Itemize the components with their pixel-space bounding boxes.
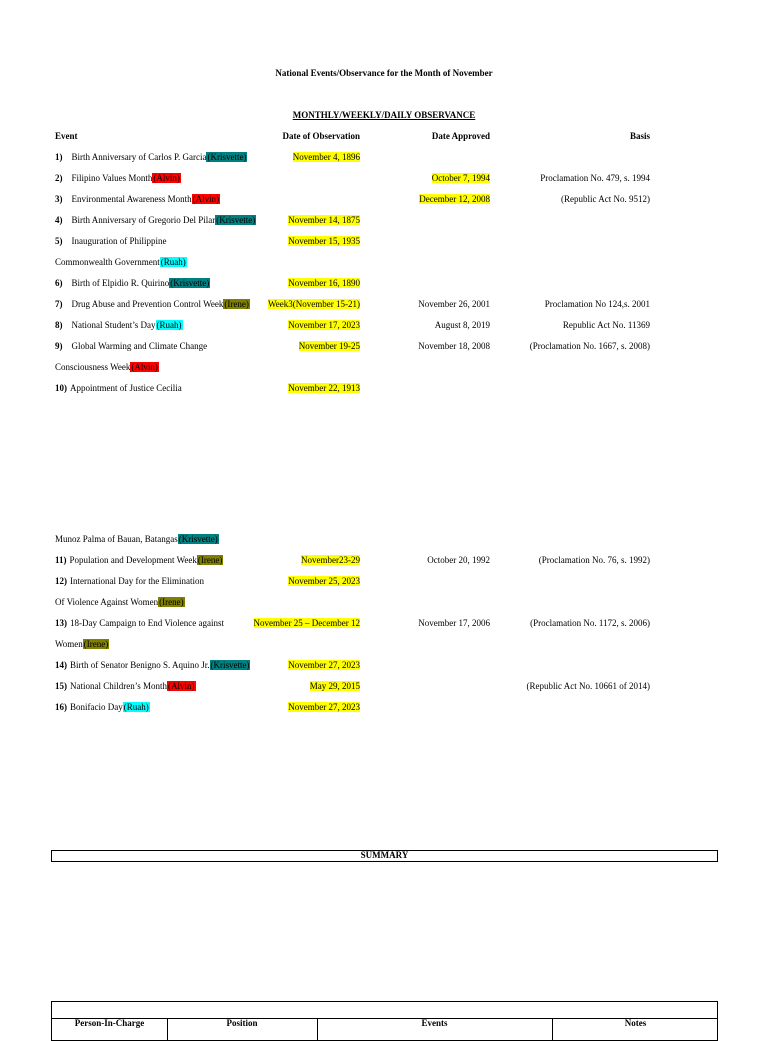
observation-date: November 15, 1935 — [288, 236, 360, 246]
event-number: 16) — [55, 702, 67, 712]
event-name: Drug Abuse and Prevention Control Week — [71, 299, 224, 309]
section-subtitle: MONTHLY/WEEKLY/DAILY OBSERVANCE — [292, 110, 476, 120]
approved-date: December 12, 2008 — [419, 194, 490, 204]
observation-date: November 16, 1890 — [288, 278, 360, 288]
approved-date: November 26, 2001 — [418, 299, 490, 309]
event-number: 4) — [55, 215, 63, 225]
event-cell — [55, 702, 150, 712]
event-name: Of Violence Against Women — [55, 597, 159, 607]
header-position: Position — [226, 1018, 258, 1028]
observation-date: November 17, 2023 — [288, 320, 360, 330]
event-number: 12) — [55, 576, 67, 586]
event-number: 3) — [55, 194, 63, 204]
table-row — [0, 660, 768, 671]
event-name: Birth Anniversary of Gregorio Del Pilar — [71, 215, 216, 225]
observation-date-cell — [200, 320, 360, 330]
observation-date: November23-29 — [301, 555, 360, 565]
observation-date: November 19-25 — [298, 341, 360, 351]
table-row — [0, 278, 768, 289]
table-row — [0, 383, 768, 394]
assignee-tag: (Irene) — [83, 639, 109, 649]
table-row — [0, 681, 768, 692]
event-cell — [55, 194, 220, 204]
event-cell — [55, 173, 181, 183]
event-name: Bonifacio Day — [70, 702, 123, 712]
assignee-tag: (Irene) — [224, 299, 249, 309]
event-name: National Children’s Month — [70, 681, 167, 691]
event-name: Environmental Awareness Month — [71, 194, 192, 204]
table-row — [0, 215, 768, 226]
approved-date-cell — [380, 341, 490, 351]
basis-cell: (Proclamation No. 1172, s. 2006) — [530, 618, 650, 628]
assignee-tag: (Krisvette) — [170, 278, 210, 288]
event-name: Commonwealth Government — [55, 257, 160, 267]
event-name: 18-Day Campaign to End Violence against — [70, 618, 225, 628]
event-number: 14) — [55, 660, 67, 670]
approved-date: August 8, 2019 — [434, 320, 490, 330]
event-number: 10) — [55, 383, 67, 393]
event-name: Filipino Values Month — [71, 173, 153, 183]
table-row — [0, 639, 768, 650]
header-date-observation: Date of Observation — [282, 131, 360, 141]
approved-date: November 18, 2008 — [418, 341, 490, 351]
approved-date: November 17, 2006 — [418, 618, 490, 628]
observation-date-cell — [200, 299, 360, 309]
event-cell — [55, 639, 109, 649]
assignee-tag: (Krisvette) — [210, 660, 250, 670]
basis-cell: (Proclamation No. 1667, s. 2008) — [529, 341, 650, 351]
assignee-tag: (Krisvette) — [207, 152, 247, 162]
event-number: 1) — [55, 152, 63, 162]
basis-cell: Proclamation No 124,s. 2001 — [544, 299, 650, 309]
observation-date: Week3(November 15-21) — [268, 299, 360, 309]
event-number: 9) — [55, 341, 63, 351]
observation-date-cell — [200, 618, 360, 628]
page-title: National Events/Observance for the Month of November — [275, 68, 493, 78]
event-cell — [55, 681, 196, 691]
observation-date-cell — [200, 555, 360, 565]
person-table — [51, 1001, 718, 1041]
assignee-tag: (Irene) — [197, 555, 223, 565]
assignee-tag: (Alvin) — [153, 173, 180, 183]
event-name: Global Warming and Climate Change — [71, 341, 208, 351]
event-number: 15) — [55, 681, 67, 691]
event-name: National Student’s Day — [71, 320, 156, 330]
event-cell — [55, 341, 207, 351]
table-row — [0, 173, 768, 184]
event-cell — [55, 597, 185, 607]
observation-date-cell — [200, 341, 360, 351]
event-cell — [55, 278, 210, 288]
event-cell — [55, 555, 223, 565]
observation-date-cell — [200, 702, 360, 712]
event-cell — [55, 236, 166, 246]
approved-date-cell — [380, 320, 490, 330]
basis-cell: (Republic Act No. 9512) — [561, 194, 650, 204]
table-row — [0, 618, 768, 629]
table-row — [0, 236, 768, 247]
assignee-tag: (Alvin) — [192, 194, 220, 204]
observation-date: May 29, 2015 — [309, 681, 360, 691]
observation-date: November 27, 2023 — [288, 702, 360, 712]
event-cell — [55, 320, 183, 330]
observation-date-cell — [200, 152, 360, 162]
observation-date: November 25, 2023 — [288, 576, 360, 586]
event-number: 11) — [55, 555, 67, 565]
event-number: 6) — [55, 278, 63, 288]
table-row — [0, 194, 768, 205]
event-number: 5) — [55, 236, 63, 246]
event-cell — [55, 257, 187, 267]
approved-date-cell — [380, 555, 490, 565]
table-row — [0, 362, 768, 373]
basis-cell: (Proclamation No. 76, s. 1992) — [538, 555, 650, 565]
observation-date-cell — [200, 660, 360, 670]
header-date-approved: Date Approved — [431, 131, 490, 141]
event-cell — [55, 618, 224, 628]
event-name: Birth Anniversary of Carlos P. Garcia — [71, 152, 207, 162]
event-number: 2) — [55, 173, 63, 183]
assignee-tag: (Krisvette) — [178, 534, 218, 544]
assignee-tag: (Alvin) — [168, 681, 195, 691]
header-person-in-charge: Person-In-Charge — [74, 1018, 145, 1028]
event-name: Appointment of Justice Cecilia — [70, 383, 182, 393]
summary-box — [51, 850, 718, 862]
observation-date: November 27, 2023 — [288, 660, 360, 670]
event-name: Birth of Elpidio R. Quirino — [71, 278, 170, 288]
table-row — [0, 341, 768, 352]
approved-date-cell — [380, 618, 490, 628]
event-number: 13) — [55, 618, 67, 628]
summary-label: SUMMARY — [360, 850, 409, 860]
table-row — [0, 152, 768, 163]
basis-cell: (Republic Act No. 10661 of 2014) — [526, 681, 650, 691]
event-name: Munoz Palma of Bauan, Batangas — [55, 534, 178, 544]
observation-date: November 14, 1875 — [288, 215, 360, 225]
basis-cell: Proclamation No. 479, s. 1994 — [540, 173, 650, 183]
observation-date-cell — [200, 383, 360, 393]
table-header-row — [0, 131, 768, 142]
observation-date-cell — [200, 576, 360, 586]
event-name: Birth of Senator Benigno S. Aquino Jr. — [70, 660, 210, 670]
table-row — [0, 257, 768, 268]
table-row — [0, 320, 768, 331]
observation-date-cell — [200, 215, 360, 225]
table-row — [0, 534, 768, 545]
observation-date: November 22, 1913 — [288, 383, 360, 393]
observation-date: November 4, 1896 — [292, 152, 360, 162]
approved-date-cell — [380, 299, 490, 309]
assignee-tag: (Ruah) — [156, 320, 182, 330]
basis-cell: Republic Act No. 11369 — [562, 320, 650, 330]
approved-date: October 20, 1992 — [427, 555, 490, 565]
header-notes: Notes — [624, 1018, 647, 1028]
event-cell — [55, 383, 182, 393]
header-basis: Basis — [629, 131, 650, 141]
header-events: Events — [421, 1018, 448, 1028]
assignee-tag: (Ruah) — [160, 257, 186, 267]
event-cell — [55, 576, 204, 586]
observation-date-cell — [200, 236, 360, 246]
table-row — [0, 702, 768, 713]
observation-date: November 25 – December 12 — [253, 618, 360, 628]
assignee-tag: (Ruah) — [123, 702, 149, 712]
event-number: 8) — [55, 320, 63, 330]
assignee-tag: (Irene) — [159, 597, 184, 607]
table-row — [0, 555, 768, 566]
event-name: Consciousness Week — [55, 362, 131, 372]
approved-date-cell — [380, 194, 490, 204]
approved-date-cell — [380, 173, 490, 183]
event-cell — [55, 534, 219, 544]
table-row — [0, 597, 768, 608]
assignee-tag: (Alvin) — [131, 362, 158, 372]
table-row — [0, 576, 768, 587]
event-cell — [55, 362, 159, 372]
header-event: Event — [55, 131, 78, 141]
approved-date: October 7, 1994 — [431, 173, 490, 183]
observation-date-cell — [200, 681, 360, 691]
event-name: Inauguration of Philippine — [71, 236, 167, 246]
event-name: Women — [55, 639, 83, 649]
event-number: 7) — [55, 299, 63, 309]
table-row — [0, 299, 768, 310]
assignee-tag: (Krisvette) — [216, 215, 256, 225]
event-name: International Day for the Elimination — [70, 576, 204, 586]
event-name: Population and Development Week — [69, 555, 197, 565]
observation-date-cell — [200, 278, 360, 288]
